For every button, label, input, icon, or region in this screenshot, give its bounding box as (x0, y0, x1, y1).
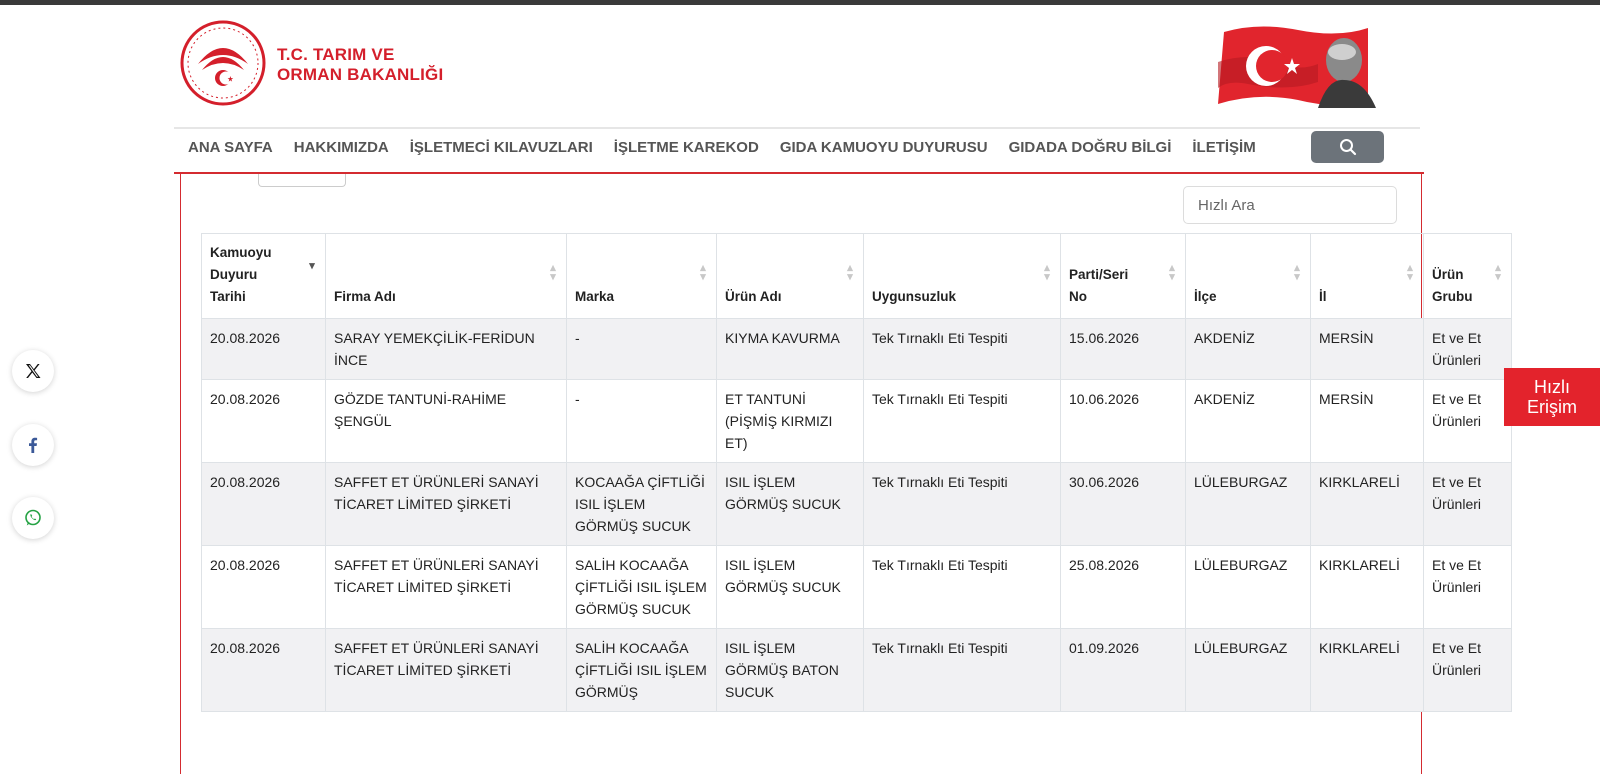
cell-parti: 01.09.2026 (1061, 629, 1186, 712)
column-header-marka[interactable] (567, 234, 717, 319)
header-text: Tarihi (210, 289, 246, 304)
table-row (202, 319, 1512, 380)
cell-ilce: LÜLEBURGAZ (1186, 629, 1311, 712)
column-header-tarih[interactable] (202, 234, 326, 319)
nav-item-gida-kamuoyu-duyurusu[interactable]: GIDA KAMUOYU DUYURUSU (779, 139, 988, 156)
header-text: Ürün Adı (725, 289, 782, 304)
cell-parti: 25.08.2026 (1061, 546, 1186, 629)
header-text: No (1069, 289, 1087, 304)
column-header-urun[interactable] (717, 234, 864, 319)
search-button[interactable] (1311, 131, 1384, 163)
nav-item-hakkimizda[interactable]: HAKKIMIZDA (293, 139, 389, 156)
nav-item-ana-sayfa[interactable]: ANA SAYFA (188, 139, 273, 156)
logo-title[interactable] (277, 45, 443, 85)
cell-uygunsuzluk: Tek Tırnaklı Eti Tespiti (864, 629, 1061, 712)
cell-tarih: 20.08.2026 (202, 463, 326, 546)
cell-tarih: 20.08.2026 (202, 546, 326, 629)
logo-line-2: ORMAN BAKANLIĞI (277, 65, 444, 84)
column-header-firma[interactable] (326, 234, 567, 319)
cell-urun: ISIL İŞLEM GÖRMÜŞ BATON SUCUK (717, 629, 864, 712)
logo-line-1: T.C. TARIM VE (277, 45, 395, 64)
cell-grup: Et ve Et Ürünleri (1424, 463, 1512, 546)
cell-marka: KOCAAĞA ÇİFTLİĞİ ISIL İŞLEM GÖRMÜŞ SUCUK (567, 463, 717, 546)
cell-grup: Et ve Et Ürünleri (1424, 380, 1512, 463)
header-text: Grubu (1432, 289, 1473, 304)
sort-icon: ▴ ▾ (1407, 262, 1413, 283)
nav-item-gidada-dogru-bilgi[interactable]: GIDADA DOĞRU BİLGİ (1008, 139, 1172, 156)
whatsapp-icon (23, 508, 43, 528)
header-text: Uygunsuzluk (872, 289, 957, 304)
cell-marka: - (567, 319, 717, 380)
sort-icon: ▴ ▾ (1169, 262, 1175, 283)
nav-item-isletmeci-kilavuzlari[interactable]: İŞLETMECİ KILAVUZLARI (409, 139, 593, 156)
header-text: İl (1319, 289, 1327, 304)
quick-access-button[interactable] (1504, 368, 1600, 426)
table-row (202, 546, 1512, 629)
cell-grup: Et ve Et Ürünleri (1424, 319, 1512, 380)
column-header-il[interactable] (1311, 234, 1424, 319)
cell-urun: ISIL İŞLEM GÖRMÜŞ SUCUK (717, 463, 864, 546)
cell-urun: ISIL İŞLEM GÖRMÜŞ SUCUK (717, 546, 864, 629)
flag-portrait-image (1218, 22, 1380, 108)
cell-ilce: LÜLEBURGAZ (1186, 546, 1311, 629)
x-icon (24, 362, 42, 380)
cell-urun: ET TANTUNİ (PİŞMİŞ KIRMIZI ET) (717, 380, 864, 463)
column-header-grup[interactable] (1424, 234, 1512, 319)
ministry-logo[interactable] (180, 20, 266, 106)
cell-firma: SARAY YEMEKÇİLİK-FERİDUN İNCE (326, 319, 567, 380)
cell-parti: 30.06.2026 (1061, 463, 1186, 546)
cell-il: MERSİN (1311, 380, 1424, 463)
header-text: Firma Adı (334, 289, 396, 304)
header-text: İlçe (1194, 289, 1217, 304)
header-text: Parti/Seri (1069, 267, 1129, 282)
sort-desc-icon: ▾ (309, 260, 315, 272)
column-header-ilce[interactable] (1186, 234, 1311, 319)
cell-firma: SAFFET ET ÜRÜNLERİ SANAYİ TİCARET LİMİTED ŞİRKETİ (326, 463, 567, 546)
cell-uygunsuzluk: Tek Tırnaklı Eti Tespiti (864, 319, 1061, 380)
cell-tarih: 20.08.2026 (202, 380, 326, 463)
cell-ilce: AKDENİZ (1186, 319, 1311, 380)
facebook-icon (24, 436, 42, 454)
share-whatsapp-button[interactable] (12, 497, 54, 539)
quick-access-line-2: Erişim (1527, 397, 1577, 417)
cell-firma: GÖZDE TANTUNİ-RAHİME ŞENGÜL (326, 380, 567, 463)
quick-search-input[interactable] (1183, 186, 1397, 224)
main-navigation (188, 136, 1277, 160)
column-header-parti[interactable] (1061, 234, 1186, 319)
cell-ilce: LÜLEBURGAZ (1186, 463, 1311, 546)
cell-grup: Et ve Et Ürünleri (1424, 629, 1512, 712)
sort-icon: ▴ ▾ (847, 262, 853, 283)
nav-item-iletisim[interactable]: İLETİŞİM (1192, 139, 1256, 156)
cell-parti: 10.06.2026 (1061, 380, 1186, 463)
table-row (202, 629, 1512, 712)
quick-access-line-1: Hızlı (1534, 377, 1570, 397)
nav-separator (174, 127, 1420, 129)
cell-marka: - (567, 380, 717, 463)
sort-icon: ▴ ▾ (700, 262, 706, 283)
cell-tarih: 20.08.2026 (202, 629, 326, 712)
header-text: Kamuoyu (210, 245, 272, 260)
sort-icon: ▴ ▾ (1294, 262, 1300, 283)
search-icon (1339, 138, 1357, 156)
table-row (202, 380, 1512, 463)
share-facebook-button[interactable] (12, 424, 54, 466)
header-text: Duyuru (210, 267, 258, 282)
sort-icon: ▴ ▾ (550, 262, 556, 283)
cell-ilce: AKDENİZ (1186, 380, 1311, 463)
cell-uygunsuzluk: Tek Tırnaklı Eti Tespiti (864, 463, 1061, 546)
cell-il: KIRKLARELİ (1311, 546, 1424, 629)
cell-uygunsuzluk: Tek Tırnaklı Eti Tespiti (864, 546, 1061, 629)
header-text: Marka (575, 289, 615, 304)
sort-icon: ▴ ▾ (1044, 262, 1050, 283)
column-header-uygunsuzluk[interactable] (864, 234, 1061, 319)
page-length-select[interactable] (258, 174, 346, 187)
table-header-row (202, 234, 1512, 319)
cell-urun: KIYMA KAVURMA (717, 319, 864, 380)
cell-marka: SALİH KOCAAĞA ÇİFTLİĞİ ISIL İŞLEM GÖRMÜŞ (567, 629, 717, 712)
sort-icon: ▴ ▾ (1495, 262, 1501, 283)
cell-il: KIRKLARELİ (1311, 629, 1424, 712)
cell-marka: SALİH KOCAAĞA ÇİFTLİĞİ ISIL İŞLEM GÖRMÜŞ SUCUK (567, 546, 717, 629)
cell-firma: SAFFET ET ÜRÜNLERİ SANAYİ TİCARET LİMİTED ŞİRKETİ (326, 546, 567, 629)
cell-il: MERSİN (1311, 319, 1424, 380)
header-text: Ürün (1432, 267, 1464, 282)
cell-uygunsuzluk: Tek Tırnaklı Eti Tespiti (864, 380, 1061, 463)
cell-il: KIRKLARELİ (1311, 463, 1424, 546)
nav-item-isletme-karekod[interactable]: İŞLETME KAREKOD (613, 139, 759, 156)
table-row (202, 463, 1512, 546)
announcement-table (201, 233, 1512, 712)
cell-firma: SAFFET ET ÜRÜNLERİ SANAYİ TİCARET LİMİTED ŞİRKETİ (326, 629, 567, 712)
top-bar (0, 0, 1600, 5)
cell-grup: Et ve Et Ürünleri (1424, 546, 1512, 629)
share-x-button[interactable] (12, 350, 54, 392)
cell-tarih: 20.08.2026 (202, 319, 326, 380)
cell-parti: 15.06.2026 (1061, 319, 1186, 380)
